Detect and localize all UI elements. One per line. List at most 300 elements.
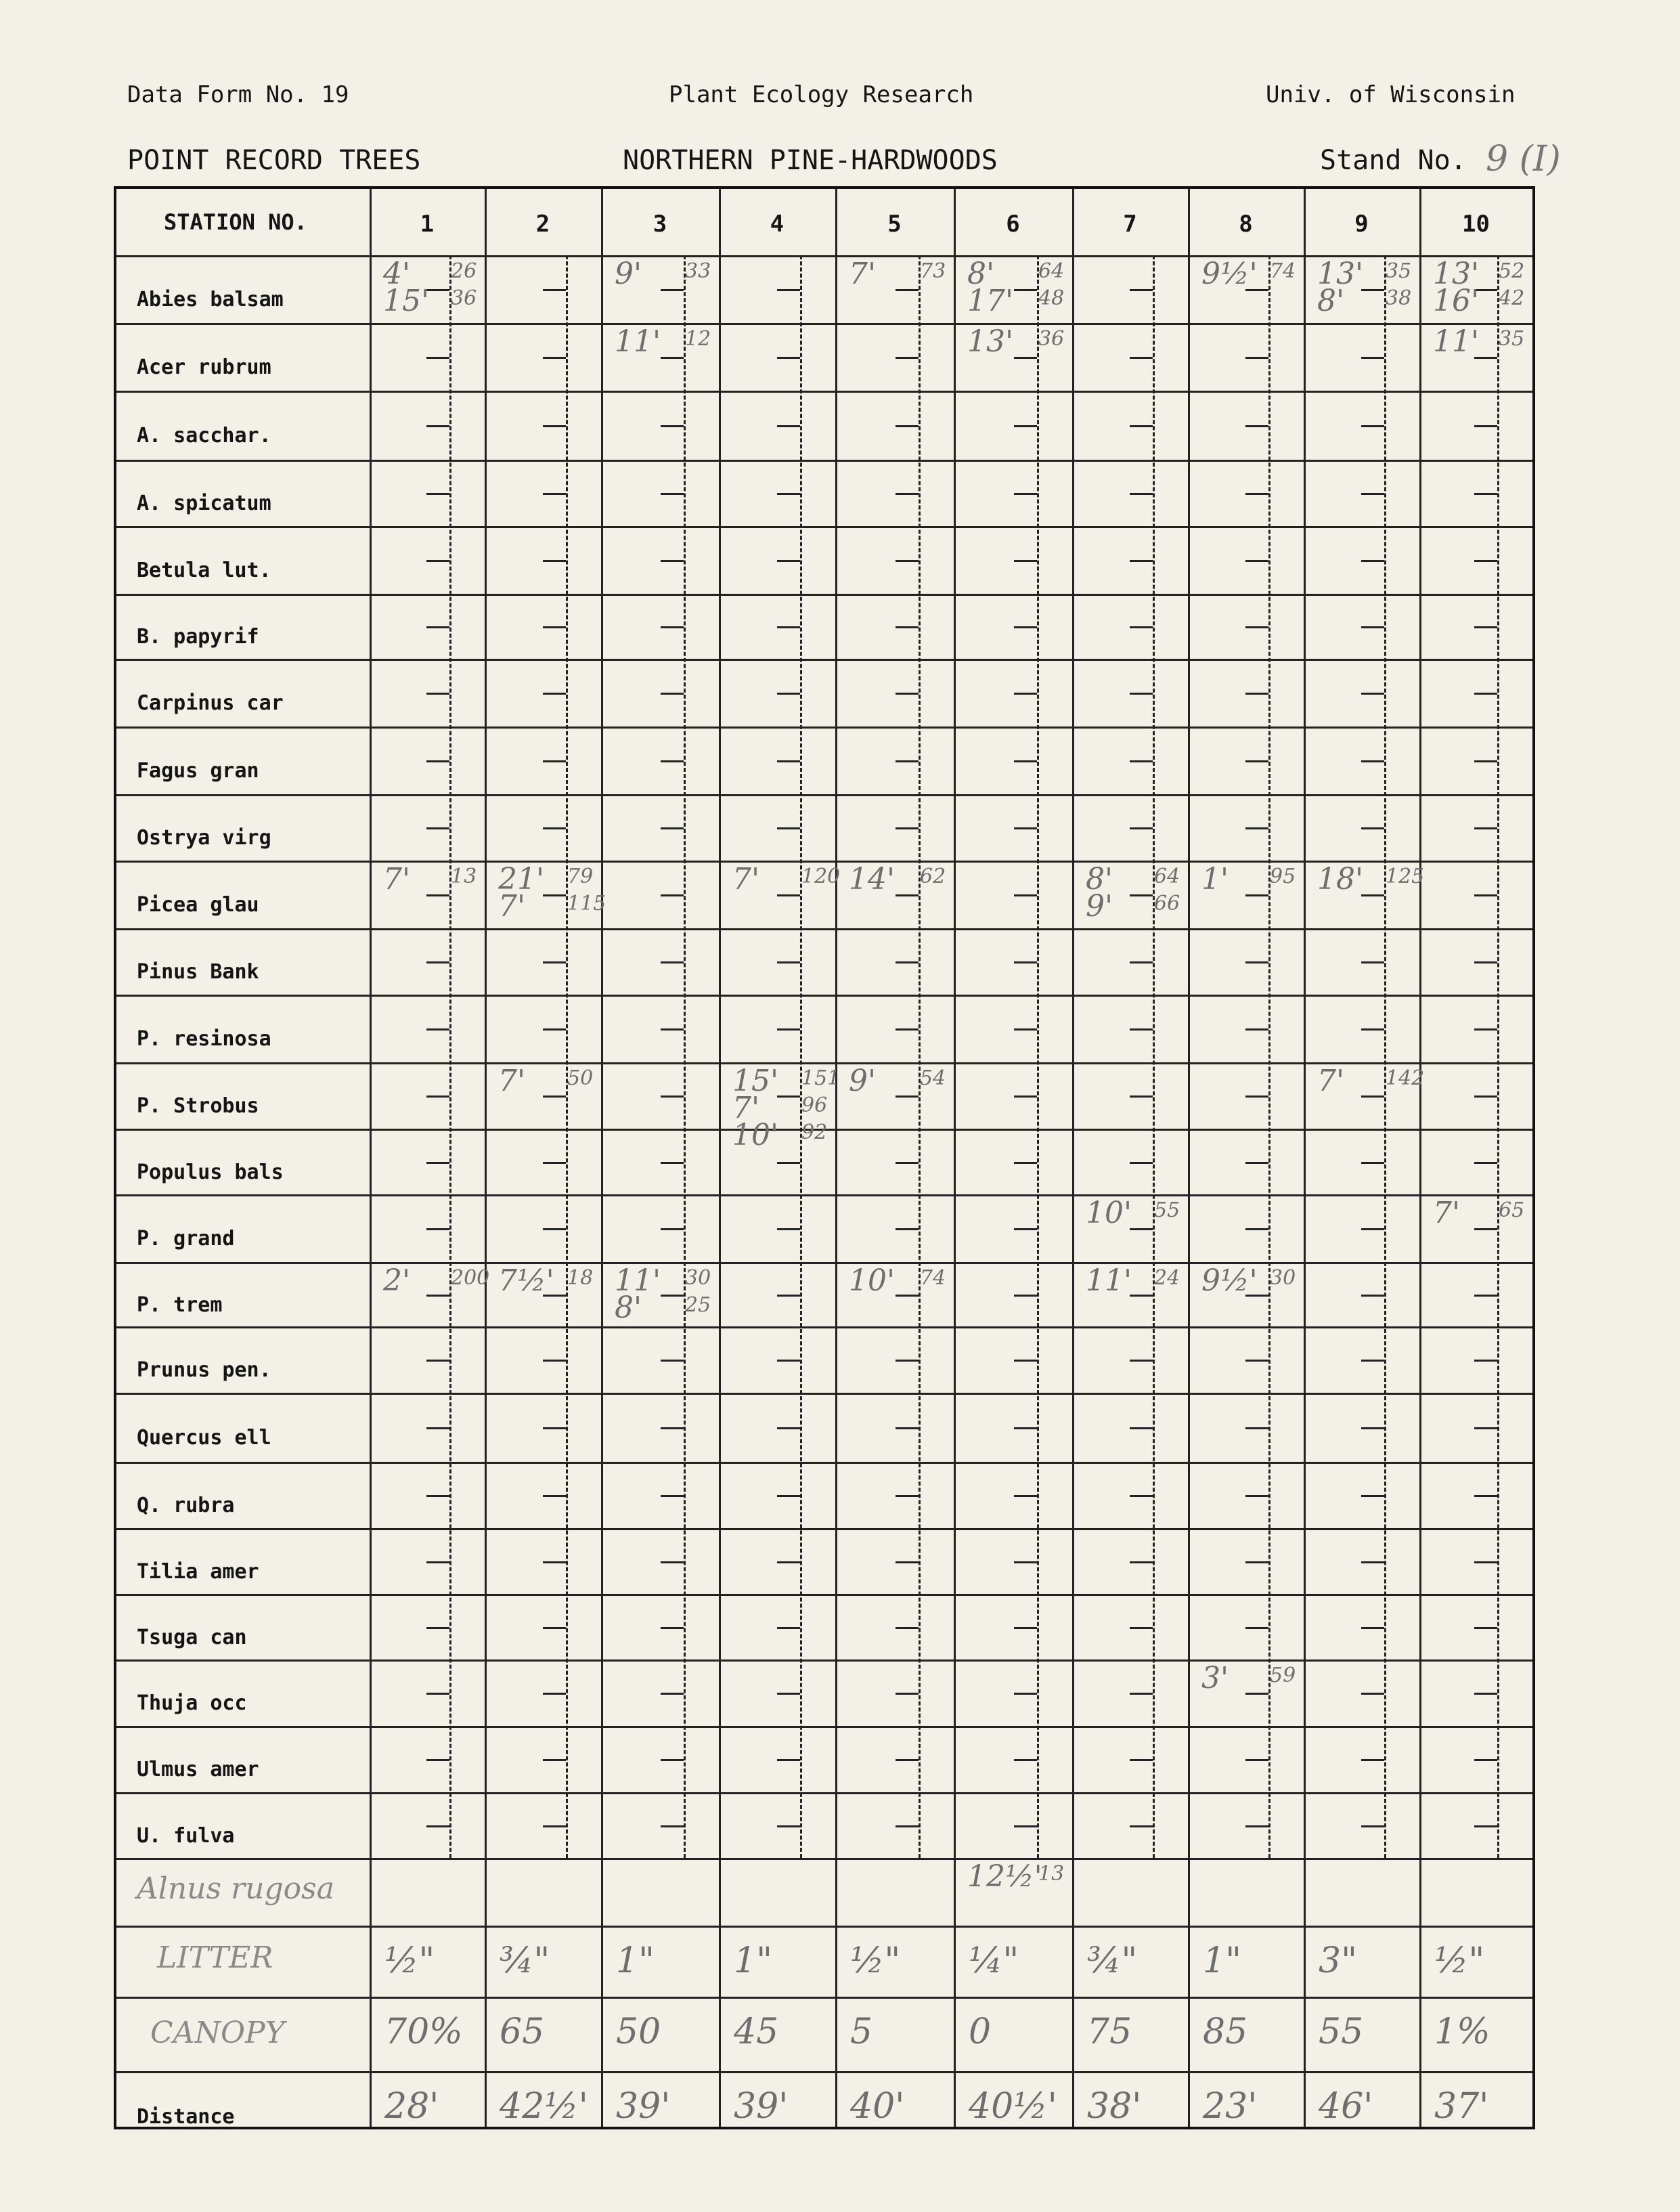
- tick-mark: [543, 425, 566, 427]
- tree-diameter: 64: [1154, 865, 1180, 888]
- dbh-divider: [684, 255, 686, 1858]
- tick-mark: [426, 626, 449, 628]
- tree-diameter: 92: [801, 1121, 828, 1144]
- tick-mark: [896, 894, 919, 896]
- tick-mark: [1245, 1162, 1268, 1164]
- column-divider: [485, 189, 487, 2127]
- tick-mark: [777, 961, 800, 963]
- species-label: P. Strobus: [137, 1094, 259, 1118]
- tick-mark: [777, 693, 800, 695]
- tick-mark: [661, 1295, 684, 1297]
- tree-height: 15': [732, 1064, 779, 1098]
- tree-height: 13': [1433, 257, 1480, 291]
- column-divider: [601, 189, 603, 2127]
- station-number: 3: [653, 211, 667, 238]
- tick-mark: [1361, 1162, 1384, 1164]
- tick-mark: [426, 1228, 449, 1230]
- tick-mark: [777, 1627, 800, 1629]
- tick-mark: [1130, 1028, 1153, 1031]
- tick-mark: [1130, 1162, 1153, 1164]
- tick-mark: [543, 1028, 566, 1031]
- tick-mark: [1361, 1627, 1384, 1629]
- row-divider: [116, 1858, 1532, 1860]
- tick-mark: [896, 1693, 919, 1695]
- tree-diameter: 26: [451, 259, 477, 283]
- tree-diameter: 35: [1386, 259, 1412, 283]
- stand-label: Stand No.: [1320, 145, 1467, 176]
- litter-value: ¾": [1087, 1940, 1138, 1981]
- tree-height: 9½': [1201, 257, 1258, 291]
- litter-value: ½": [1434, 1940, 1485, 1981]
- row-divider: [116, 594, 1532, 596]
- station-number: 8: [1239, 211, 1253, 238]
- tick-mark: [1245, 560, 1268, 562]
- station-number: 6: [1006, 211, 1020, 238]
- tick-mark: [1130, 827, 1153, 829]
- tick-mark: [426, 493, 449, 495]
- tick-mark: [543, 626, 566, 628]
- tick-mark: [426, 1495, 449, 1497]
- tick-mark: [1014, 1627, 1037, 1629]
- tick-mark: [1130, 1561, 1153, 1563]
- tick-mark: [543, 961, 566, 963]
- tick-mark: [777, 493, 800, 495]
- tree-diameter: 54: [920, 1066, 946, 1090]
- tick-mark: [543, 760, 566, 762]
- canopy-value: 65: [500, 2012, 545, 2052]
- tree-diameter: 48: [1038, 286, 1065, 310]
- tick-mark: [426, 560, 449, 562]
- distance-value: 42½': [500, 2086, 588, 2127]
- tree-diameter: 74: [920, 1266, 946, 1290]
- tree-diameter: 50: [567, 1066, 594, 1090]
- tick-mark: [661, 1228, 684, 1230]
- column-divider: [835, 189, 837, 2127]
- tree-diameter: 62: [920, 865, 946, 888]
- station-number: 10: [1462, 211, 1490, 238]
- tree-diameter: 13: [1038, 1862, 1065, 1886]
- tick-mark: [1245, 1028, 1268, 1031]
- station-number: 1: [420, 211, 435, 238]
- species-label: Tilia amer: [137, 1559, 259, 1584]
- tick-mark: [543, 1561, 566, 1563]
- tree-height: 17': [967, 284, 1014, 318]
- tree-diameter: 79: [567, 865, 594, 888]
- litter-value: 1": [616, 1940, 655, 1981]
- tick-mark: [896, 1228, 919, 1230]
- tick-mark: [777, 1295, 800, 1297]
- litter-value: 1": [734, 1940, 773, 1981]
- tick-mark: [543, 827, 566, 829]
- column-divider: [370, 189, 372, 2127]
- distance-value: 39': [616, 2086, 671, 2127]
- species-label: Abies balsam: [137, 288, 284, 311]
- tick-mark: [1361, 1427, 1384, 1429]
- tree-height: 11': [615, 1263, 661, 1298]
- tick-mark: [1130, 1228, 1153, 1230]
- tick-mark: [896, 1360, 919, 1362]
- distance-value: 23': [1203, 2086, 1258, 2127]
- row-divider: [116, 794, 1532, 796]
- row-divider: [116, 1528, 1532, 1530]
- tick-mark: [777, 760, 800, 762]
- tick-mark: [1014, 1162, 1037, 1164]
- tick-mark: [1474, 760, 1497, 762]
- litter-value: 3": [1319, 1940, 1358, 1981]
- species-label: Pinus Bank: [137, 960, 259, 984]
- tick-mark: [1014, 1295, 1037, 1297]
- tree-diameter: 200: [451, 1266, 490, 1290]
- species-label: Ulmus amer: [137, 1758, 259, 1781]
- station-number: 5: [887, 211, 902, 238]
- row-divider: [116, 1262, 1532, 1264]
- tick-mark: [426, 1360, 449, 1362]
- tree-diameter: 52: [1499, 259, 1525, 283]
- tree-height: 3': [1201, 1661, 1229, 1695]
- tick-mark: [1245, 693, 1268, 695]
- column-divider: [1072, 189, 1074, 2127]
- tick-mark: [543, 894, 566, 896]
- tick-mark: [426, 1096, 449, 1098]
- tick-mark: [661, 289, 684, 291]
- tick-mark: [1130, 1759, 1153, 1761]
- tree-height: 8': [1086, 862, 1113, 896]
- station-number: 7: [1123, 211, 1137, 238]
- tick-mark: [1130, 961, 1153, 963]
- tick-mark: [543, 1759, 566, 1761]
- species-label: P. trem: [137, 1293, 223, 1317]
- tick-mark: [543, 1693, 566, 1695]
- row-divider: [116, 995, 1532, 997]
- tick-mark: [1014, 425, 1037, 427]
- tick-mark: [1245, 1693, 1268, 1695]
- tick-mark: [426, 1693, 449, 1695]
- distance-value: 37': [1434, 2086, 1489, 2127]
- form-title: POINT RECORD TREES: [127, 145, 421, 176]
- tick-mark: [1361, 827, 1384, 829]
- tree-diameter: 38: [1386, 286, 1412, 310]
- tick-mark: [777, 1427, 800, 1429]
- tick-mark: [661, 693, 684, 695]
- tick-mark: [426, 357, 449, 359]
- tick-mark: [426, 894, 449, 896]
- tree-height: 7': [383, 862, 411, 896]
- distance-value: 40': [850, 2086, 905, 2127]
- tick-mark: [661, 1028, 684, 1031]
- tree-height: 13': [1317, 257, 1364, 291]
- tick-mark: [1014, 693, 1037, 695]
- tick-mark: [1474, 693, 1497, 695]
- tick-mark: [1361, 1295, 1384, 1297]
- tick-mark: [1474, 894, 1497, 896]
- species-label: Fagus gran: [137, 759, 259, 783]
- tick-mark: [1130, 1427, 1153, 1429]
- tick-mark: [777, 1028, 800, 1031]
- tick-mark: [896, 827, 919, 829]
- tick-mark: [1245, 1759, 1268, 1761]
- tree-diameter: 151: [801, 1066, 841, 1090]
- tick-mark: [896, 357, 919, 359]
- species-label: P. grand: [137, 1227, 235, 1251]
- tick-mark: [1130, 1627, 1153, 1629]
- row-divider: [116, 1194, 1532, 1196]
- tick-mark: [777, 357, 800, 359]
- row-divider: [116, 1462, 1532, 1464]
- dbh-divider: [449, 255, 451, 1858]
- canopy-value: 0: [969, 2012, 992, 2052]
- litter-value: ¾": [500, 1940, 550, 1981]
- tick-mark: [1361, 1028, 1384, 1031]
- tick-mark: [426, 760, 449, 762]
- tick-mark: [777, 1561, 800, 1563]
- species-label: Q. rubra: [137, 1494, 235, 1517]
- tick-mark: [1130, 1693, 1153, 1695]
- tick-mark: [1474, 560, 1497, 562]
- row-divider: [116, 1393, 1532, 1395]
- canopy-value: 45: [734, 2012, 779, 2052]
- column-divider: [1304, 189, 1306, 2127]
- tick-mark: [1014, 626, 1037, 628]
- tick-mark: [1245, 493, 1268, 495]
- tick-mark: [777, 626, 800, 628]
- tick-mark: [1474, 1627, 1497, 1629]
- distance-value: 38': [1087, 2086, 1142, 2127]
- species-label: Populus bals: [137, 1160, 284, 1184]
- tick-mark: [1474, 1228, 1497, 1230]
- species-label: Carpinus car: [137, 691, 284, 715]
- tick-mark: [1245, 357, 1268, 359]
- row-divider: [116, 460, 1532, 462]
- tick-mark: [426, 1627, 449, 1629]
- tick-mark: [1474, 827, 1497, 829]
- dbh-divider: [1153, 255, 1155, 1858]
- tree-diameter: 12: [685, 327, 711, 351]
- tick-mark: [1361, 560, 1384, 562]
- tick-mark: [1474, 493, 1497, 495]
- tick-mark: [1245, 894, 1268, 896]
- tick-mark: [1130, 425, 1153, 427]
- tick-mark: [1474, 1162, 1497, 1164]
- tick-mark: [896, 1028, 919, 1031]
- tick-mark: [661, 760, 684, 762]
- tick-mark: [1474, 1561, 1497, 1563]
- tree-diameter: 142: [1386, 1066, 1425, 1090]
- canopy-value: 1%: [1434, 2012, 1490, 2052]
- row-divider: [116, 1326, 1532, 1328]
- station-number: 2: [535, 211, 550, 238]
- column-divider: [1419, 189, 1421, 2127]
- tick-mark: [1014, 961, 1037, 963]
- tree-diameter: 59: [1270, 1664, 1296, 1687]
- tree-height: 11': [1433, 324, 1480, 359]
- tick-mark: [896, 1561, 919, 1563]
- tick-mark: [1245, 1360, 1268, 1362]
- tick-mark: [661, 626, 684, 628]
- data-table: [114, 186, 1535, 2129]
- tick-mark: [1361, 1693, 1384, 1695]
- tick-mark: [896, 760, 919, 762]
- species-label: Tsuga can: [137, 1625, 247, 1649]
- tick-mark: [896, 961, 919, 963]
- tick-mark: [777, 425, 800, 427]
- tick-mark: [1130, 1825, 1153, 1827]
- tree-diameter: 24: [1154, 1266, 1180, 1290]
- species-label: U. fulva: [137, 1823, 235, 1848]
- species-label: Betula lut.: [137, 559, 271, 582]
- tree-height: 11': [615, 324, 661, 359]
- tick-mark: [1361, 493, 1384, 495]
- tick-mark: [1361, 961, 1384, 963]
- tick-mark: [1245, 1627, 1268, 1629]
- species-label: Picea glau: [137, 893, 259, 917]
- tick-mark: [1014, 1693, 1037, 1695]
- species-label: P. resinosa: [137, 1027, 271, 1051]
- row-divider: [116, 526, 1532, 528]
- tick-mark: [896, 289, 919, 291]
- tree-diameter: 30: [685, 1266, 711, 1290]
- distance-value: 28': [384, 2086, 439, 2127]
- dbh-divider: [1268, 255, 1270, 1858]
- tree-height: 14': [849, 862, 896, 896]
- litter-value: ½": [850, 1940, 901, 1981]
- dbh-divider: [566, 255, 568, 1858]
- tick-mark: [1014, 1825, 1037, 1827]
- species-label: A. spicatum: [137, 492, 271, 515]
- tick-mark: [1014, 357, 1037, 359]
- tick-mark: [1474, 1028, 1497, 1031]
- tree-height: 9': [849, 1064, 877, 1098]
- community-title: NORTHERN PINE-HARDWOODS: [623, 145, 998, 176]
- tree-diameter: 18: [567, 1266, 594, 1290]
- canopy-value: 50: [616, 2012, 661, 2052]
- tick-mark: [426, 1028, 449, 1031]
- tick-mark: [896, 1627, 919, 1629]
- tree-diameter: 64: [1038, 259, 1065, 283]
- tick-mark: [426, 827, 449, 829]
- tick-mark: [1014, 1360, 1037, 1362]
- tick-mark: [426, 693, 449, 695]
- dbh-divider: [800, 255, 802, 1858]
- row-divider: [116, 1594, 1532, 1596]
- tree-diameter: 33: [685, 259, 711, 283]
- tick-mark: [661, 1096, 684, 1098]
- column-divider: [719, 189, 721, 2127]
- station-header: STATION NO.: [164, 209, 307, 235]
- litter-value: 1": [1203, 1940, 1242, 1981]
- tick-mark: [661, 1360, 684, 1362]
- tick-mark: [777, 560, 800, 562]
- tick-mark: [1014, 827, 1037, 829]
- tick-mark: [777, 1825, 800, 1827]
- species-label: Prunus pen.: [137, 1358, 271, 1382]
- tree-diameter: 36: [1038, 327, 1065, 351]
- tick-mark: [1474, 961, 1497, 963]
- tick-mark: [777, 1693, 800, 1695]
- tick-mark: [1361, 1561, 1384, 1563]
- tick-mark: [426, 1561, 449, 1563]
- tree-diameter: 120: [801, 865, 841, 888]
- tick-mark: [661, 493, 684, 495]
- tick-mark: [1245, 760, 1268, 762]
- tree-height: 21': [498, 862, 545, 896]
- distance-value: 40½': [969, 2086, 1057, 2127]
- row-divider: [116, 928, 1532, 930]
- tick-mark: [1014, 560, 1037, 562]
- dbh-divider: [919, 255, 921, 1858]
- form-number: Data Form No. 19: [127, 81, 349, 108]
- tick-mark: [661, 1627, 684, 1629]
- tree-height: 8': [615, 1291, 642, 1325]
- tick-mark: [896, 1162, 919, 1164]
- tree-diameter: 35: [1499, 327, 1525, 351]
- tree-height: 2': [383, 1263, 411, 1298]
- tree-height: 7': [732, 862, 760, 896]
- tree-height: 16': [1433, 284, 1480, 318]
- tick-mark: [1130, 693, 1153, 695]
- tick-mark: [1245, 425, 1268, 427]
- tree-height: 15': [383, 284, 430, 318]
- species-label: B. papyrif: [137, 625, 259, 649]
- row-divider: [116, 1926, 1532, 1928]
- tick-mark: [426, 1427, 449, 1429]
- canopy-label: CANOPY: [150, 2016, 285, 2050]
- tree-diameter: 30: [1270, 1266, 1296, 1290]
- tree-diameter: 66: [1154, 892, 1180, 915]
- tick-mark: [1014, 493, 1037, 495]
- tick-mark: [1474, 1759, 1497, 1761]
- tree-height: 11': [1086, 1263, 1132, 1298]
- tick-mark: [661, 1427, 684, 1429]
- tick-mark: [1474, 626, 1497, 628]
- tick-mark: [777, 1096, 800, 1098]
- canopy-value: 85: [1203, 2012, 1248, 2052]
- tree-height: 8': [967, 257, 995, 291]
- row-divider: [116, 1792, 1532, 1794]
- org-name: Plant Ecology Research: [669, 81, 974, 108]
- row-divider: [116, 1997, 1532, 1999]
- tick-mark: [1245, 1096, 1268, 1098]
- tick-mark: [1361, 1825, 1384, 1827]
- tick-mark: [661, 1162, 684, 1164]
- tick-mark: [426, 1162, 449, 1164]
- species-label: A. sacchar.: [137, 424, 271, 448]
- tick-mark: [661, 560, 684, 562]
- tree-height: 9': [615, 257, 642, 291]
- tick-mark: [1130, 760, 1153, 762]
- litter-value: ½": [384, 1940, 435, 1981]
- tick-mark: [543, 493, 566, 495]
- tree-height: 13': [967, 324, 1014, 359]
- tree-height: 7': [1433, 1196, 1461, 1230]
- tick-mark: [1474, 425, 1497, 427]
- tick-mark: [661, 1759, 684, 1761]
- tick-mark: [1474, 1096, 1497, 1098]
- distance-label: Distance: [137, 2105, 235, 2129]
- dbh-divider: [1497, 255, 1499, 1858]
- row-divider: [116, 727, 1532, 729]
- row-divider: [116, 2071, 1532, 2073]
- tick-mark: [896, 1759, 919, 1761]
- tick-mark: [1361, 626, 1384, 628]
- tick-mark: [1361, 289, 1384, 291]
- tree-height: 7½': [498, 1263, 554, 1298]
- tree-diameter: 74: [1270, 259, 1296, 283]
- tick-mark: [777, 1228, 800, 1230]
- tick-mark: [1361, 760, 1384, 762]
- tree-diameter: 96: [801, 1093, 828, 1117]
- tree-diameter: 42: [1499, 286, 1525, 310]
- tick-mark: [1014, 1096, 1037, 1098]
